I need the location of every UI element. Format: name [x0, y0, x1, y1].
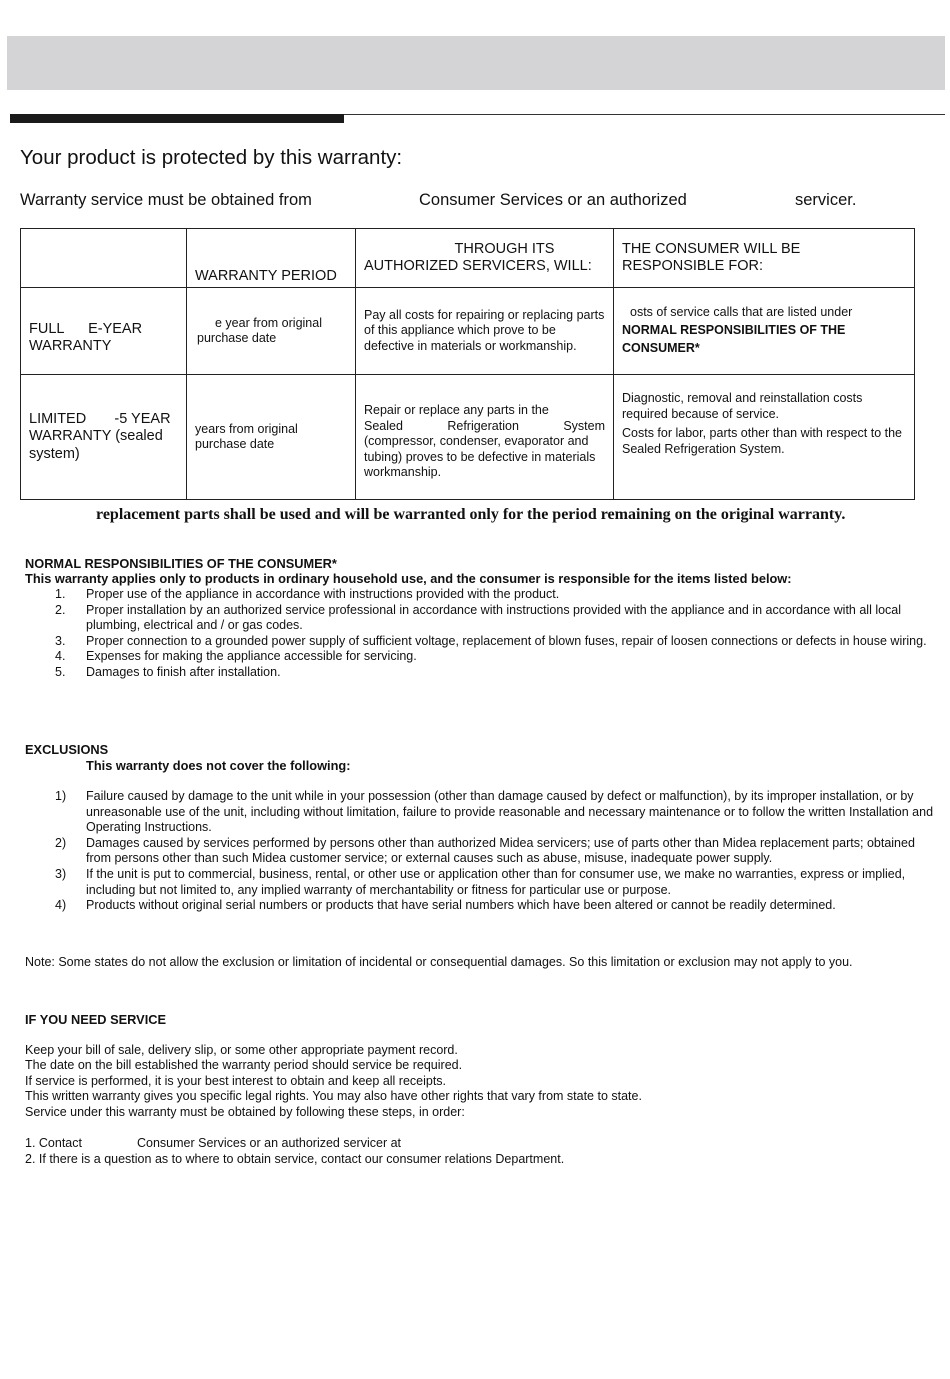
section-rule-thin [344, 114, 945, 115]
period-full-text: e year from original purchase date [197, 315, 322, 345]
company-limited-rest: (compressor, condenser, evaporator and tubing) proves to be defective in materials workmanship. [364, 434, 596, 480]
list-item: 2) Damages caused by services performed by persons other than authorized Midea servicers; use of parts other than Midea replacement parts; obtained from persons other than such Midea customer service; or external causes such as abuse, misuse, inadequate power supply. [55, 835, 915, 866]
list-item: 2. Proper installation by an authorized service professional in accordance with instructions provided with the appliance and in accordance with all local plumbing, electrical and / or gas codes. [55, 602, 902, 633]
service-step-2: 2. If there is a question as to where to obtain service, contact our consumer relations Department. [25, 1152, 565, 1166]
company-limited-line2: Sealed Refrigeration System [364, 418, 605, 433]
period-full [187, 288, 356, 375]
consumer-full [614, 288, 915, 375]
normal-responsibilities-list [25, 587, 940, 681]
company-full: Pay all costs for repairing or replacing parts of this appliance which prove to be defective in materials or workmanship. [356, 288, 614, 375]
consumer-full-bold: NORMAL RESPONSIBILITIES OF THE CONSUMER* [622, 322, 846, 355]
header-band [7, 36, 945, 90]
warranty-table [20, 228, 915, 500]
consumer-limited-p1: Diagnostic, removal and reinstallation costs required because of service. [622, 391, 863, 421]
consumer-limited [614, 375, 915, 500]
service-line: If service is performed, it is your best interest to obtain and keep all receipts. [25, 1074, 447, 1088]
legal-note: Note: Some states do not allow the exclusion or limitation of incidental or consequential damages. So this limitation or exclusion may not apply to you. [25, 955, 853, 969]
table-row [21, 375, 915, 500]
list-item: 4) Products without original serial numbers or products that have serial numbers which have been altered or cannot be readily determined. [55, 898, 836, 913]
service-line-part3: servicer. [795, 191, 857, 209]
service-line: Keep your bill of sale, delivery slip, or some other appropriate payment record. [25, 1043, 458, 1057]
table-row [21, 288, 915, 375]
service-line-part1: Warranty service must be obtained from [20, 191, 312, 209]
section-rule-thick [10, 114, 344, 123]
service-step-1-text: Consumer Services or an authorized servicer at [137, 1136, 402, 1150]
list-item: 3) If the unit is put to commercial, business, rental, or other use or application other than for consumer use, we make no warranties, express or implied, including but not limited to, any implied warranty of merchantability or fitness for particular use or purpose. [55, 866, 906, 897]
warranty-type-limited: LIMITED -5 YEAR WARRANTY (sealed system) [21, 375, 187, 500]
normal-responsibilities-title: NORMAL RESPONSIBILITIES OF THE CONSUMER* [25, 556, 337, 571]
period-limited: years from original purchase date [187, 375, 356, 500]
warranty-title: Your product is protected by this warranty: [20, 146, 403, 169]
normal-responsibilities-intro: This warranty applies only to products in ordinary household use, and the consumer is responsible for the items listed below: [25, 571, 792, 586]
exclusions-intro: This warranty does not cover the following: [86, 758, 351, 773]
service-line-part2: Consumer Services or an authorized [419, 191, 687, 209]
service-line: This written warranty gives you specific legal rights. You may also have other rights that vary from state to state. [25, 1089, 642, 1103]
service-step-1-label: 1. Contact [25, 1136, 82, 1150]
list-item: 1. Proper use of the appliance in accordance with instructions provided with the product. [55, 587, 560, 601]
header-servicers-line2: AUTHORIZED SERVICERS, WILL: [364, 258, 592, 274]
exclusions-list [25, 789, 940, 914]
list-item: 5. Damages to finish after installation. [55, 664, 281, 679]
list-item: 4. Expenses for making the appliance accessible for servicing. [55, 649, 417, 664]
service-title: IF YOU NEED SERVICE [25, 1012, 167, 1027]
consumer-limited-p2: Costs for labor, parts other than with respect to the Sealed Refrigeration System. [622, 426, 903, 456]
header-consumer: THE CONSUMER WILL BE RESPONSIBLE FOR: [614, 229, 915, 288]
consumer-full-line1: osts of service calls that are listed under [630, 305, 853, 320]
header-cell-empty [21, 229, 187, 288]
table-header-row [21, 229, 915, 288]
exclusions-title: EXCLUSIONS [25, 742, 109, 757]
company-limited [356, 375, 614, 500]
header-servicers-line1: THROUGH ITS [454, 240, 555, 257]
service-line: Service under this warranty must be obtained by following these steps, in order: [25, 1105, 465, 1119]
service-line: The date on the bill established the warranty period should service be required. [25, 1058, 463, 1072]
list-item: 3. Proper connection to a grounded power supply of sufficient voltage, replacement of blown fuses, repair of loosen connections or defects in house wiring. [55, 633, 927, 648]
warranty-type-full: FULL E-YEAR WARRANTY [21, 288, 187, 375]
replacement-note: replacement parts shall be used and will be warranted only for the period remaining on the original warranty. [96, 506, 846, 523]
header-servicers [356, 229, 614, 288]
company-limited-line1: Repair or replace any parts in the [364, 403, 549, 418]
list-item: 1) Failure caused by damage to the unit while in your possession (other than damage caused by defect or malfunction), by its improper installation, or by unreasonable use of the unit, including without limitation, failure to provide reasonable and necessary maintenance or to follow the written Installation and Operating Instructions. [55, 789, 934, 835]
header-warranty-period: WARRANTY PERIOD [187, 229, 356, 288]
